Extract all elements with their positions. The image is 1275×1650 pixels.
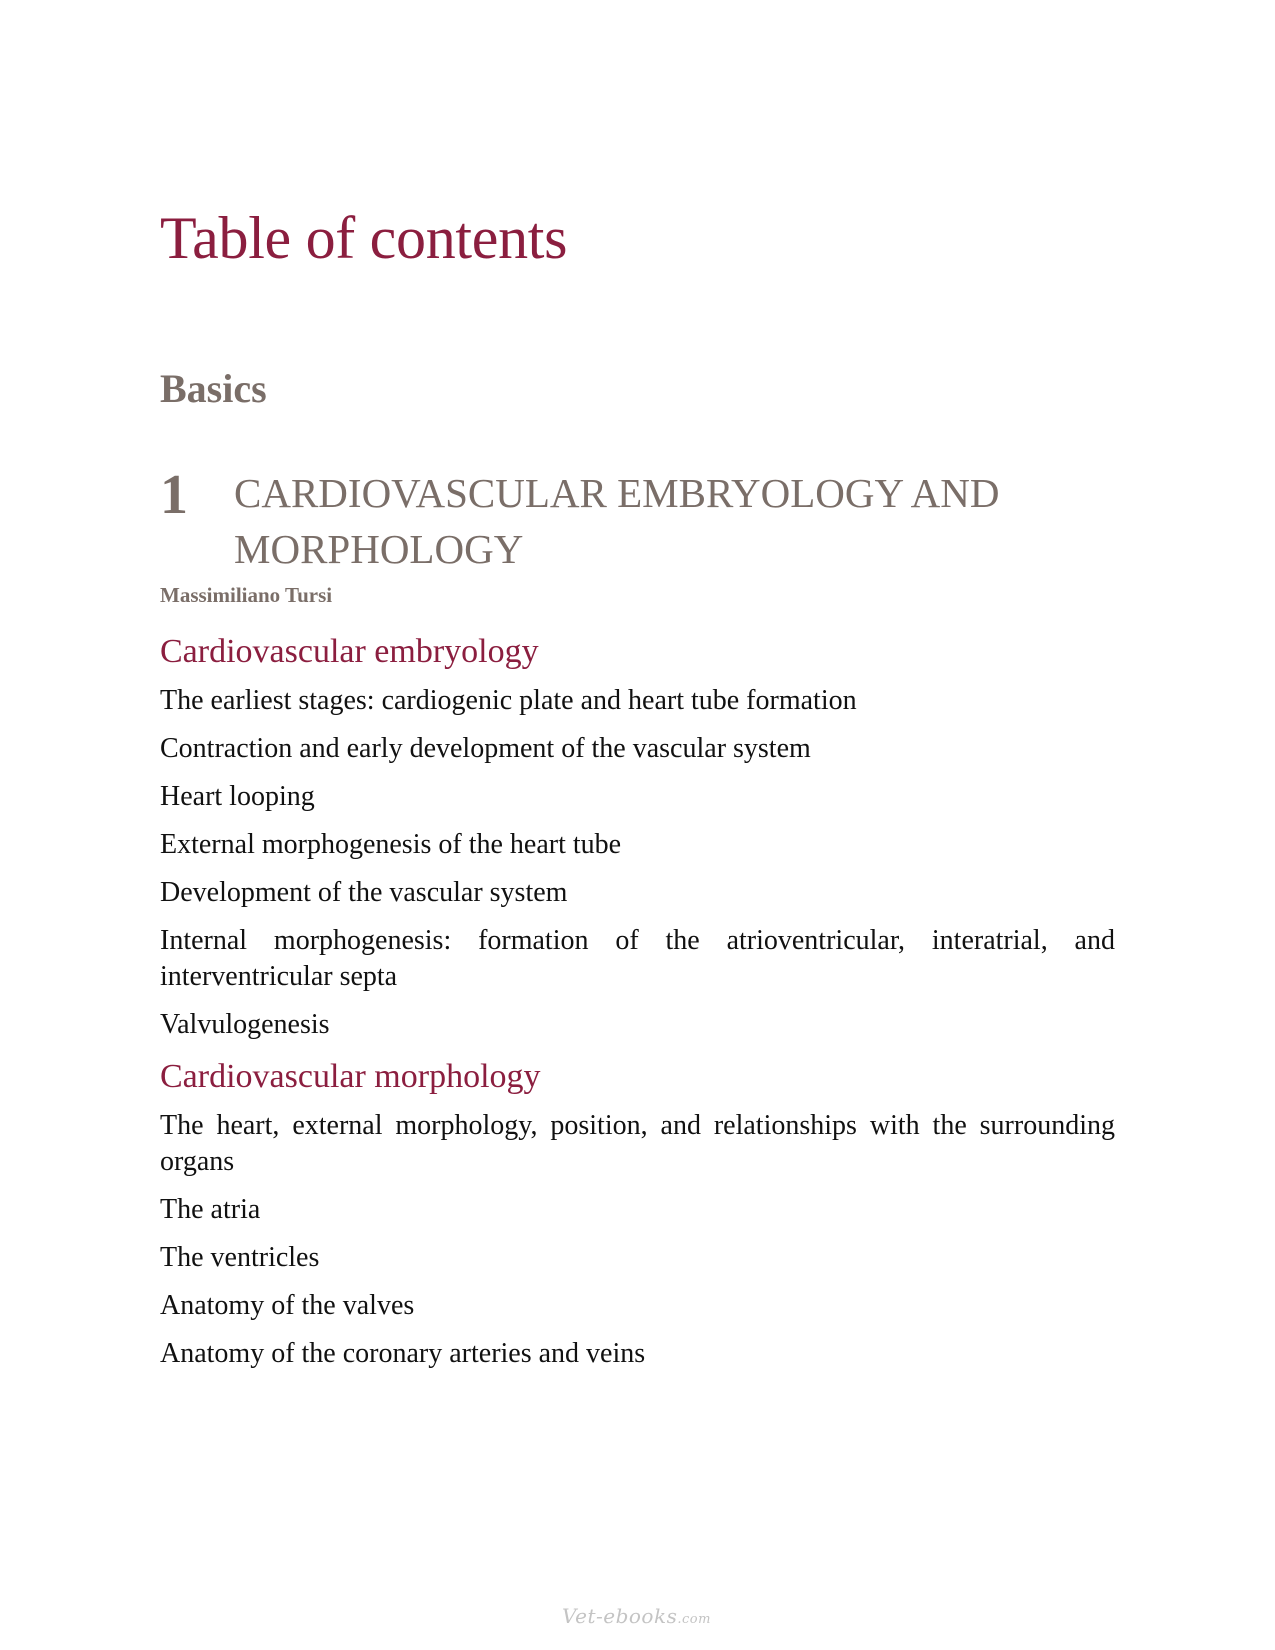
toc-entry[interactable]: The atria [160,1194,261,1226]
chapter-heading [160,464,1115,577]
chapter-title: CARDIOVASCULAR EMBRYOLOGY AND MORPHOLOGY [234,470,1000,572]
part-heading: Basics [160,366,267,411]
toc-entry[interactable]: Development of the vascular system [160,877,568,909]
watermark-suffix: .com [677,1612,711,1627]
page-title: Table of contents [160,205,568,271]
watermark-text: Vet-ebooks [562,1604,678,1628]
toc-entry[interactable]: The ventricles [160,1242,320,1274]
toc-entry[interactable]: Valvulogenesis [160,1009,330,1041]
toc-entry[interactable]: Anatomy of the valves [160,1290,415,1322]
toc-content [160,205,1115,1372]
toc-entry[interactable]: The earliest stages: cardiogenic plate and heart tube formation [160,685,857,717]
watermark-logo [562,1604,711,1628]
toc-entry[interactable]: Anatomy of the coronary arteries and veins [160,1338,646,1370]
toc-entry[interactable]: Heart looping [160,781,315,813]
chapter-number: 1 [160,464,188,526]
toc-list-morphology [160,1108,1115,1372]
section-heading-morphology: Cardiovascular morphology [160,1058,541,1096]
toc-entry[interactable]: External morphogenesis of the heart tube [160,829,622,861]
chapter-author: Massimiliano Tursi [160,583,333,607]
section-heading-embryology: Cardiovascular embryology [160,633,539,670]
toc-entry[interactable]: Contraction and early development of the vascular system [160,733,811,765]
toc-entry[interactable]: Internal morphogenesis: formation of the atrioventricular, interatrial, and interventricular septa [160,925,1115,993]
toc-entry[interactable]: The heart, external morphology, position, and relationships with the surrounding organs [160,1110,1115,1178]
toc-list-embryology [160,683,1115,1043]
